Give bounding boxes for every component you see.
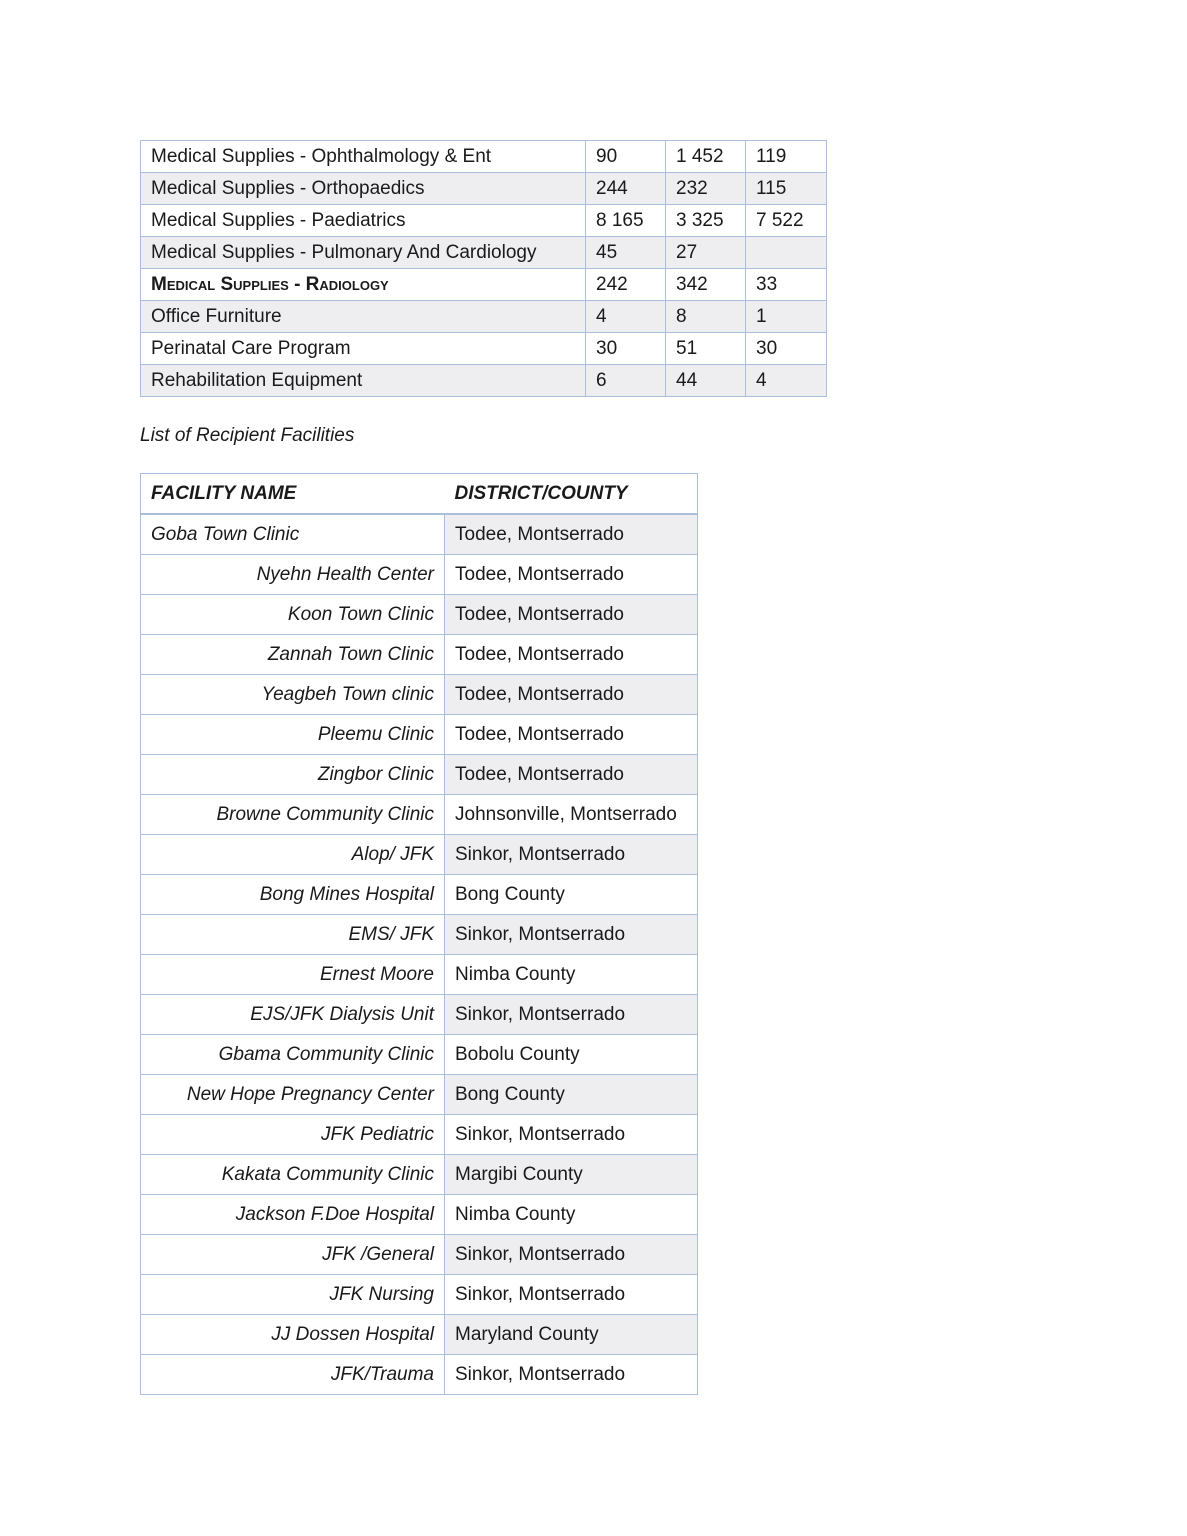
supply-value-cell: 244 [586, 173, 666, 205]
supply-value-cell: 1 [746, 301, 827, 333]
supplies-row [141, 269, 827, 301]
facility-name-cell: Nyehn Health Center [141, 555, 445, 595]
district-cell: Nimba County [445, 1195, 698, 1235]
facility-row [141, 1155, 698, 1195]
facility-row [141, 1115, 698, 1155]
facility-row [141, 1075, 698, 1115]
district-cell: Sinkor, Montserrado [445, 995, 698, 1035]
supplies-row [141, 205, 827, 237]
facility-name-cell: Zannah Town Clinic [141, 635, 445, 675]
facility-name-cell: JFK /General [141, 1235, 445, 1275]
supply-value-cell: 27 [666, 237, 746, 269]
supply-item-cell: Medical Supplies - Ophthalmology & Ent [141, 141, 586, 173]
supplies-row [141, 301, 827, 333]
district-cell: Margibi County [445, 1155, 698, 1195]
facility-name-cell: Bong Mines Hospital [141, 875, 445, 915]
facility-name-cell: JJ Dossen Hospital [141, 1315, 445, 1355]
facility-row [141, 1315, 698, 1355]
district-cell: Maryland County [445, 1315, 698, 1355]
supply-value-cell: 232 [666, 173, 746, 205]
supply-value-cell: 44 [666, 365, 746, 397]
facility-name-cell: EMS/ JFK [141, 915, 445, 955]
facilities-header-row [141, 474, 698, 515]
supplies-row [141, 141, 827, 173]
facility-name-cell: Ernest Moore [141, 955, 445, 995]
facility-name-header: FACILITY NAME [141, 474, 445, 515]
supplies-row [141, 333, 827, 365]
supply-value-cell: 8 [666, 301, 746, 333]
supplies-table [140, 140, 827, 397]
supply-value-cell [746, 237, 827, 269]
facility-row [141, 715, 698, 755]
facility-name-cell: New Hope Pregnancy Center [141, 1075, 445, 1115]
district-cell: Todee, Montserrado [445, 635, 698, 675]
supply-item-cell: Medical Supplies - Paediatrics [141, 205, 586, 237]
facility-name-cell: Yeagbeh Town clinic [141, 675, 445, 715]
district-cell: Nimba County [445, 955, 698, 995]
facility-row [141, 755, 698, 795]
facility-row [141, 795, 698, 835]
supply-value-cell: 3 325 [666, 205, 746, 237]
facility-row [141, 635, 698, 675]
district-cell: Todee, Montserrado [445, 675, 698, 715]
district-cell: Todee, Montserrado [445, 755, 698, 795]
district-cell: Sinkor, Montserrado [445, 1235, 698, 1275]
supply-value-cell: 30 [746, 333, 827, 365]
district-cell: Sinkor, Montserrado [445, 835, 698, 875]
supply-item-cell: Office Furniture [141, 301, 586, 333]
district-cell: Todee, Montserrado [445, 715, 698, 755]
facility-row [141, 915, 698, 955]
facility-row [141, 875, 698, 915]
district-cell: Bong County [445, 875, 698, 915]
supply-value-cell: 8 165 [586, 205, 666, 237]
facility-row [141, 514, 698, 555]
facility-name-cell: Gbama Community Clinic [141, 1035, 445, 1075]
facility-row [141, 595, 698, 635]
facility-row [141, 1235, 698, 1275]
facility-name-cell: EJS/JFK Dialysis Unit [141, 995, 445, 1035]
facility-row [141, 1355, 698, 1395]
supply-value-cell: 90 [586, 141, 666, 173]
district-cell: Bong County [445, 1075, 698, 1115]
supply-value-cell: 33 [746, 269, 827, 301]
supplies-row [141, 173, 827, 205]
facility-row [141, 955, 698, 995]
district-cell: Johnsonville, Montserrado [445, 795, 698, 835]
facility-name-cell: Alop/ JFK [141, 835, 445, 875]
supply-item-cell: Medical Supplies - Pulmonary And Cardiology [141, 237, 586, 269]
district-cell: Sinkor, Montserrado [445, 915, 698, 955]
facilities-caption: List of Recipient Facilities [140, 425, 355, 446]
facility-row [141, 995, 698, 1035]
district-cell: Todee, Montserrado [445, 595, 698, 635]
supply-value-cell: 119 [746, 141, 827, 173]
supply-value-cell: 45 [586, 237, 666, 269]
facility-name-cell: Jackson F.Doe Hospital [141, 1195, 445, 1235]
supply-value-cell: 242 [586, 269, 666, 301]
district-cell: Bobolu County [445, 1035, 698, 1075]
supplies-row [141, 237, 827, 269]
district-cell: Sinkor, Montserrado [445, 1115, 698, 1155]
facility-name-cell: Zingbor Clinic [141, 755, 445, 795]
facility-row [141, 555, 698, 595]
supply-value-cell: 51 [666, 333, 746, 365]
facility-name-cell: Koon Town Clinic [141, 595, 445, 635]
district-cell: Todee, Montserrado [445, 514, 698, 555]
supply-value-cell: 30 [586, 333, 666, 365]
facilities-table [140, 473, 698, 1395]
facility-row [141, 1195, 698, 1235]
supply-value-cell: 342 [666, 269, 746, 301]
facility-row [141, 675, 698, 715]
supply-item-cell: Medical Supplies - Radiology [141, 269, 586, 301]
facility-name-cell: Pleemu Clinic [141, 715, 445, 755]
supply-item-cell: Perinatal Care Program [141, 333, 586, 365]
supply-value-cell: 1 452 [666, 141, 746, 173]
facility-row [141, 835, 698, 875]
facility-name-cell: JFK/Trauma [141, 1355, 445, 1395]
district-cell: Todee, Montserrado [445, 555, 698, 595]
supply-value-cell: 4 [746, 365, 827, 397]
supplies-row [141, 365, 827, 397]
district-county-header: DISTRICT/COUNTY [445, 474, 698, 515]
supply-value-cell: 4 [586, 301, 666, 333]
district-cell: Sinkor, Montserrado [445, 1355, 698, 1395]
facility-name-cell: Browne Community Clinic [141, 795, 445, 835]
facility-row [141, 1275, 698, 1315]
facility-name-cell: Goba Town Clinic [141, 514, 445, 555]
supply-value-cell: 7 522 [746, 205, 827, 237]
facility-name-cell: Kakata Community Clinic [141, 1155, 445, 1195]
supply-value-cell: 115 [746, 173, 827, 205]
district-cell: Sinkor, Montserrado [445, 1275, 698, 1315]
supply-item-cell: Rehabilitation Equipment [141, 365, 586, 397]
facility-row [141, 1035, 698, 1075]
supply-item-cell: Medical Supplies - Orthopaedics [141, 173, 586, 205]
supply-value-cell: 6 [586, 365, 666, 397]
facility-name-cell: JFK Pediatric [141, 1115, 445, 1155]
facility-name-cell: JFK Nursing [141, 1275, 445, 1315]
